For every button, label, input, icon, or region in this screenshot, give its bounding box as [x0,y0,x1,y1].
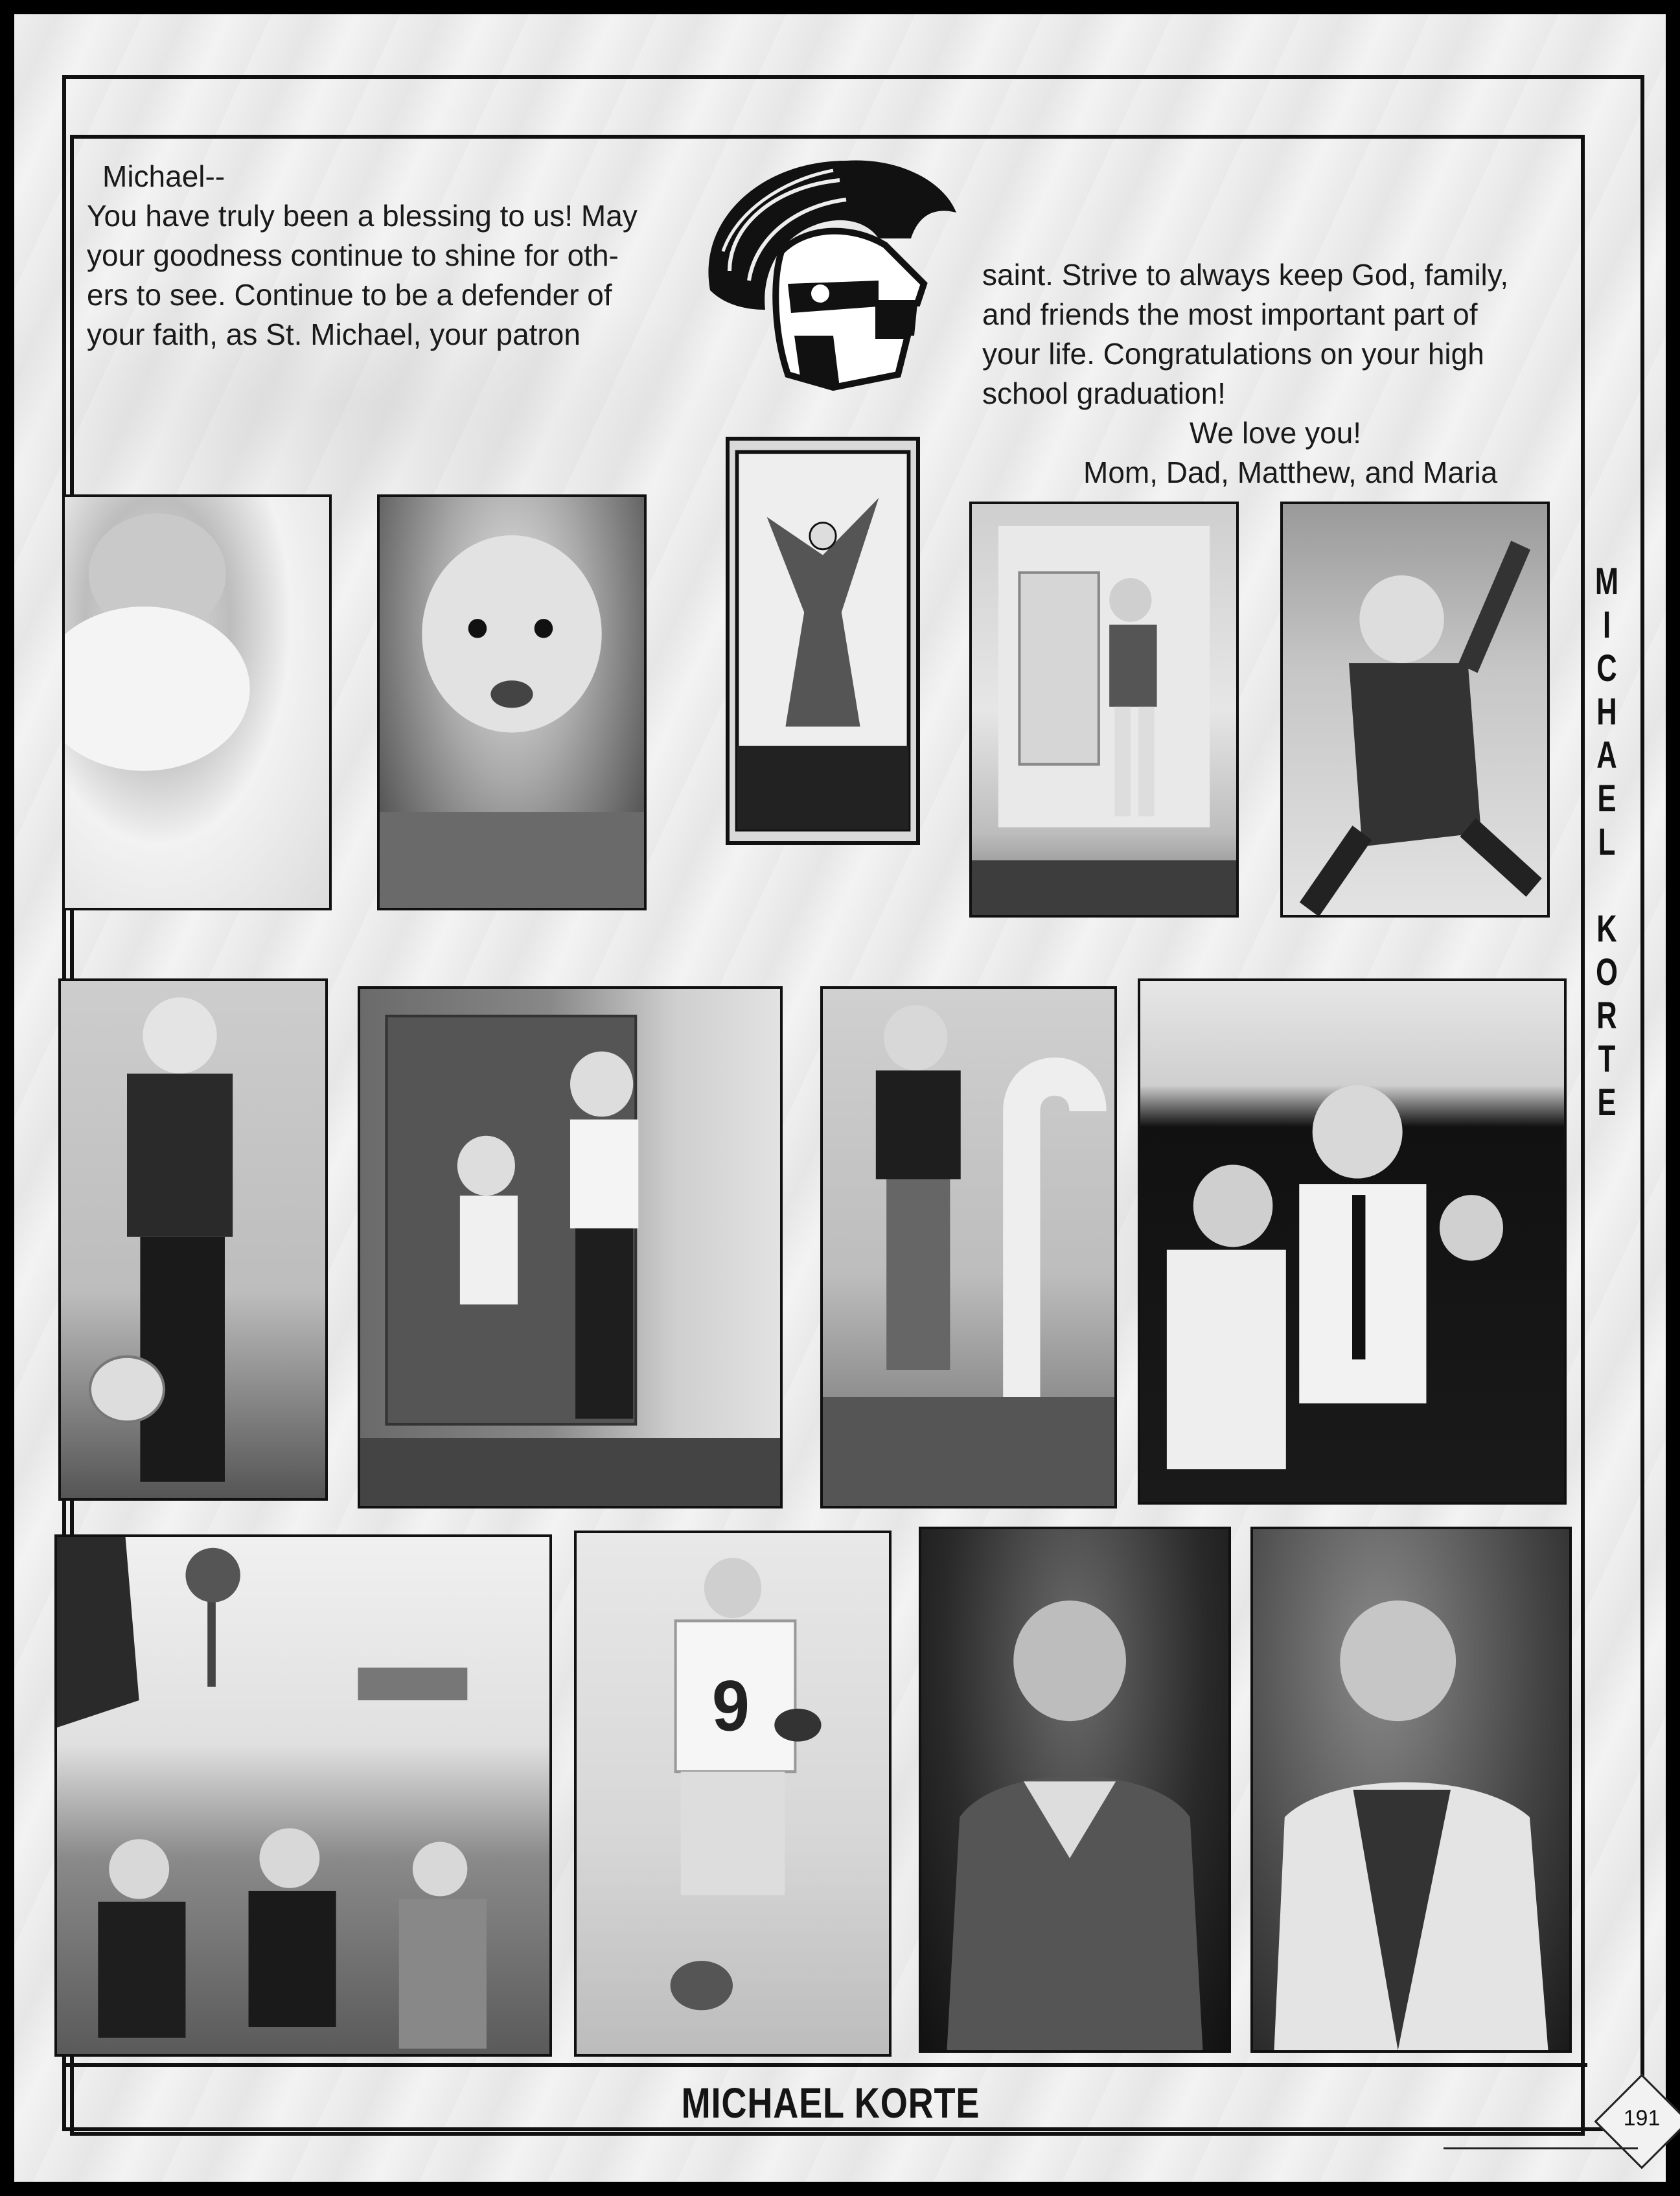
message-line: your goodness continue to shine for oth- [87,238,619,272]
side-letter: T [1598,1038,1616,1080]
side-letter: E [1597,1081,1617,1124]
vertical-name [1587,560,1626,1124]
love-line: We love you! [1190,416,1362,450]
photo-first-day-school [358,986,783,1508]
signature: Mom, Dad, Matthew, and Maria [1083,456,1498,489]
jersey-number: 9 [711,1666,750,1746]
photo-siblings-hug [1138,978,1567,1505]
side-letter: K [1596,908,1617,950]
photo-siblings-outdoors [54,1534,552,2057]
photo-senior-portrait-2 [1250,1527,1572,2053]
photo-toddler-lederhosen [969,502,1239,918]
page-number-rule [1444,2147,1638,2149]
side-letter: L [1598,821,1616,863]
side-letter: H [1596,691,1617,733]
message-line: your life. Congratulations on your high [982,337,1484,371]
photo-newborn [62,494,332,910]
footer-divider [62,2063,1587,2067]
greeting: Michael-- [102,159,225,193]
side-letter: C [1596,647,1617,689]
side-letter: E [1597,778,1617,820]
footer-name: MICHAEL KORTE [681,2079,980,2127]
side-letter: I [1602,604,1611,646]
photo-st-michael-holy-card [726,437,920,845]
side-letter: M [1594,561,1619,603]
message-line: and friends the most important part of [982,297,1478,331]
side-letter: O [1596,951,1618,993]
message-line: You have truly been a blessing to us! May [87,199,638,233]
message-line: school graduation! [982,376,1226,410]
photo-boy-leaping [1280,502,1550,918]
message-left [87,157,670,354]
page-number: 191 [1623,2106,1661,2131]
message-line: saint. Strive to always keep God, family, [982,258,1509,292]
yearbook-page [14,14,1666,2182]
side-letter: A [1596,734,1617,776]
message-line: ers to see. Continue to be a defender of [87,278,612,312]
photo-senior-portrait-1 [919,1527,1231,2053]
photo-football-number-9 [574,1531,892,2057]
trojan-helmet-icon [684,141,969,413]
photo-baby [377,494,647,910]
photo-boy-candy-cane [820,986,1117,1508]
message-right [982,255,1552,492]
side-letter: R [1596,995,1617,1037]
photo-easter-basket [58,978,328,1501]
side-letter-gap [1593,864,1622,907]
message-line: your faith, as St. Michael, your patron [87,318,581,351]
